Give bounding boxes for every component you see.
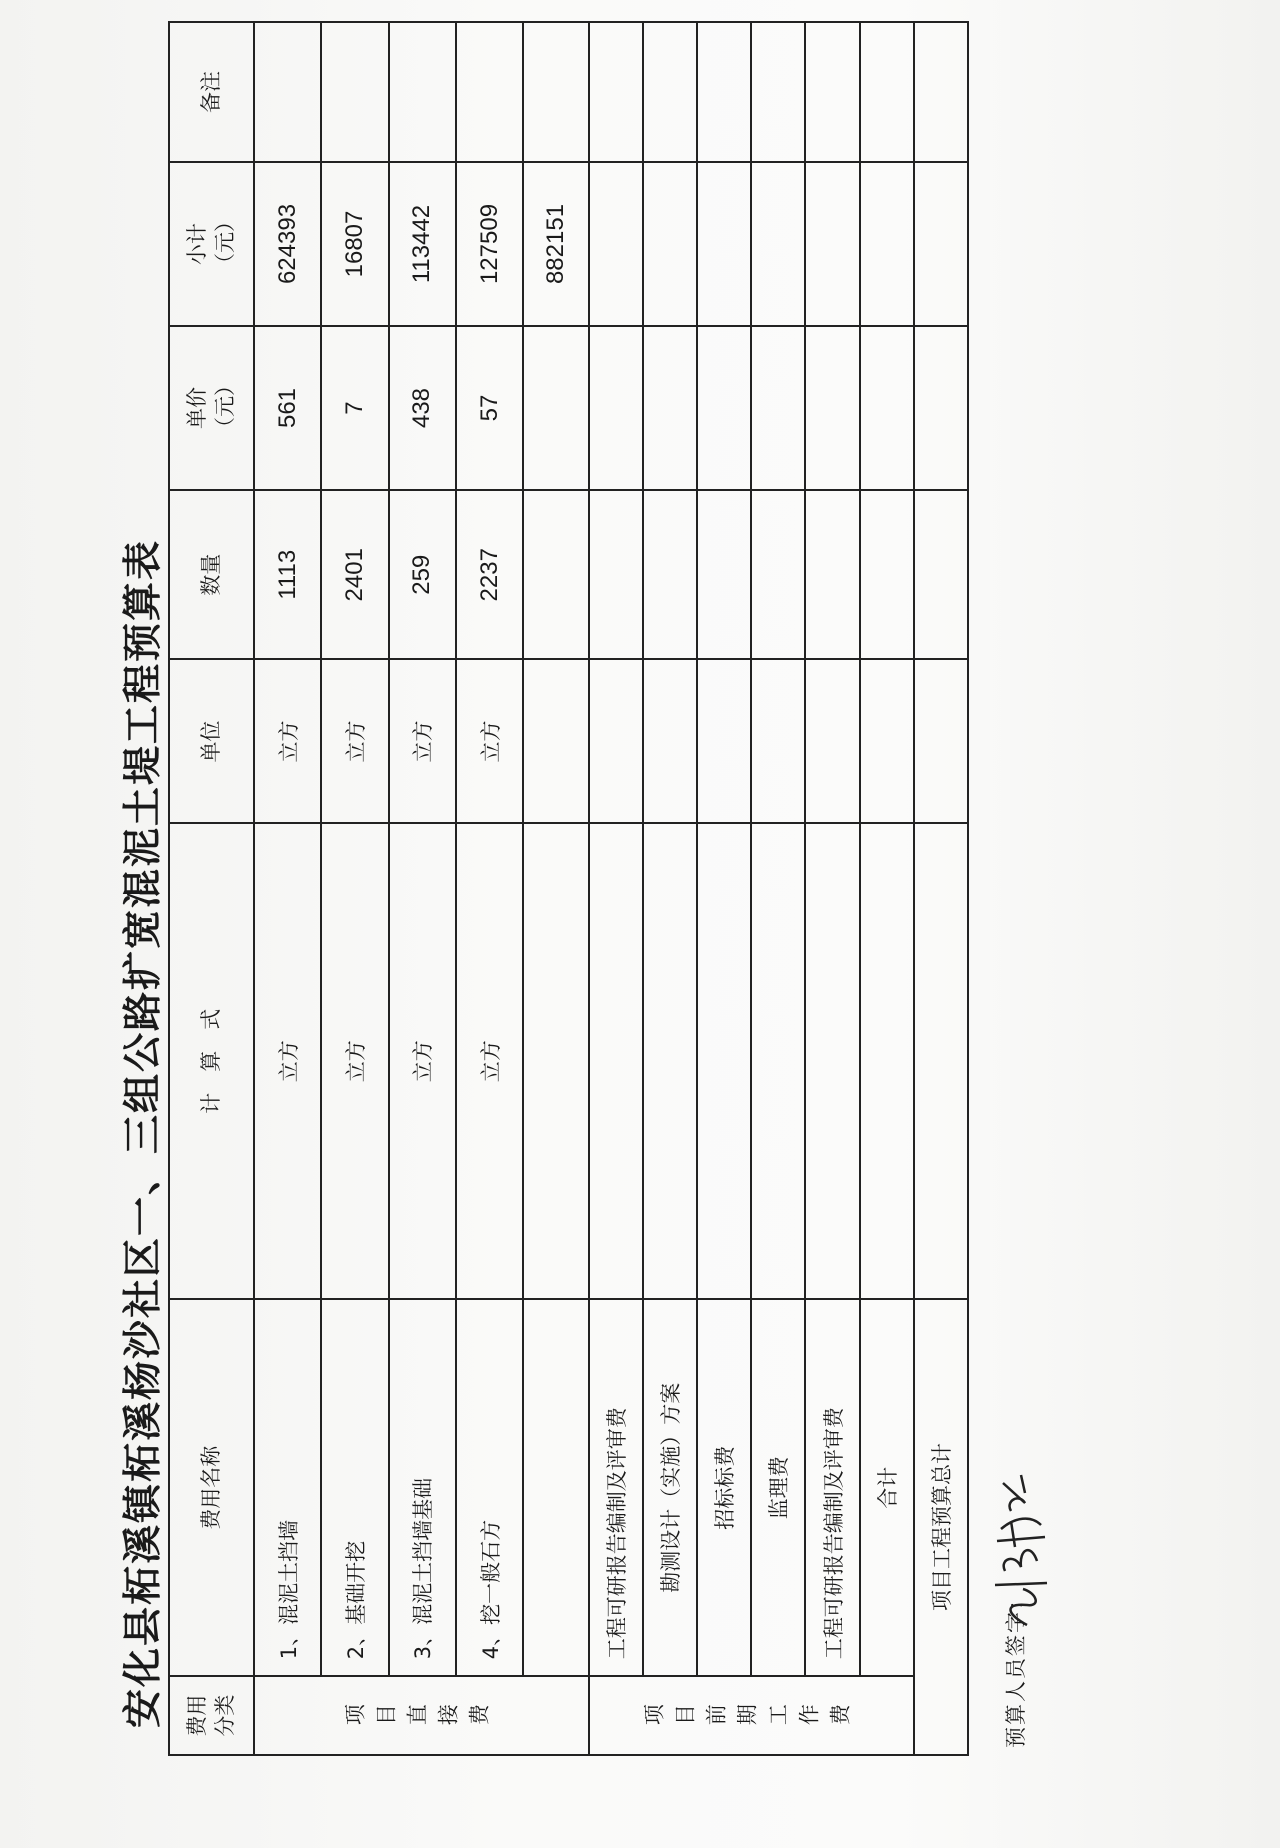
item-unit-price: 7 bbox=[321, 326, 388, 490]
grand-total-row bbox=[914, 22, 968, 1755]
table-row bbox=[805, 22, 859, 1755]
document-title: 安化县柘溪镇柘溪杨沙社区一、三组公路扩宽混泥土堤工程预算表 bbox=[120, 538, 166, 1728]
header-category: 费用分类 bbox=[169, 1676, 254, 1755]
header-unit-price: 单价（元） bbox=[169, 326, 254, 490]
table-row bbox=[321, 22, 388, 1755]
table-row bbox=[456, 22, 523, 1755]
table-row bbox=[751, 22, 805, 1755]
header-unit: 单位 bbox=[169, 659, 254, 823]
item-formula: 立方 bbox=[389, 823, 456, 1299]
table-row bbox=[523, 22, 588, 1755]
item-remark bbox=[523, 22, 588, 162]
item-name: 监理费 bbox=[751, 1299, 805, 1676]
table-row bbox=[697, 22, 751, 1755]
item-formula: 立方 bbox=[254, 823, 321, 1299]
signature-label: 预算人员签字： bbox=[1004, 1587, 1028, 1748]
item-formula: 立方 bbox=[321, 823, 388, 1299]
item-unit: 立方 bbox=[389, 659, 456, 823]
category-preliminary-cost: 项目前期工作费 bbox=[589, 1676, 914, 1755]
table-row bbox=[589, 22, 643, 1755]
item-subtotal: 113442 bbox=[389, 162, 456, 326]
item-unit: 立方 bbox=[321, 659, 388, 823]
item-quantity: 1113 bbox=[254, 490, 321, 659]
item-subtotal: 624393 bbox=[254, 162, 321, 326]
item-quantity bbox=[523, 490, 588, 659]
item-unit: 立方 bbox=[456, 659, 523, 823]
item-name: 1、混泥土挡墙 bbox=[254, 1299, 321, 1676]
table-row bbox=[254, 22, 321, 1755]
item-remark bbox=[254, 22, 321, 162]
item-unit-price bbox=[523, 326, 588, 490]
item-subtotal: 16807 bbox=[321, 162, 388, 326]
item-name bbox=[523, 1299, 588, 1676]
item-quantity: 259 bbox=[389, 490, 456, 659]
item-remark bbox=[456, 22, 523, 162]
grand-total-label: 项目工程预算总计 bbox=[914, 1299, 968, 1755]
budget-table bbox=[168, 21, 969, 1756]
table-row bbox=[643, 22, 697, 1755]
header-row bbox=[169, 22, 254, 1755]
item-unit: 立方 bbox=[254, 659, 321, 823]
table-row bbox=[389, 22, 456, 1755]
item-name: 3、混泥土挡墙基础 bbox=[389, 1299, 456, 1676]
item-name: 4、挖一般石方 bbox=[456, 1299, 523, 1676]
item-subtotal: 127509 bbox=[456, 162, 523, 326]
item-unit-price: 57 bbox=[456, 326, 523, 490]
header-formula: 计 算 式 bbox=[169, 823, 254, 1299]
direct-cost-subtotal: 882151 bbox=[523, 162, 588, 326]
item-remark bbox=[389, 22, 456, 162]
item-name: 招标标费 bbox=[697, 1299, 751, 1676]
item-quantity: 2401 bbox=[321, 490, 388, 659]
item-name: 2、基础开挖 bbox=[321, 1299, 388, 1676]
item-name: 勘测设计（实施）方案 bbox=[643, 1299, 697, 1676]
preliminary-total-label: 合计 bbox=[860, 1299, 914, 1676]
header-name: 费用名称 bbox=[169, 1299, 254, 1676]
item-formula: 立方 bbox=[456, 823, 523, 1299]
item-remark bbox=[321, 22, 388, 162]
header-subtotal: 小计（元） bbox=[169, 162, 254, 326]
category-direct-cost: 项目直接费 bbox=[254, 1676, 589, 1755]
item-unit-price: 561 bbox=[254, 326, 321, 490]
header-quantity: 数量 bbox=[169, 490, 254, 659]
item-unit bbox=[523, 659, 588, 823]
handwritten-signature bbox=[975, 1453, 1055, 1633]
item-quantity: 2237 bbox=[456, 490, 523, 659]
header-remark: 备注 bbox=[169, 22, 254, 162]
item-unit-price: 438 bbox=[389, 326, 456, 490]
item-formula bbox=[523, 823, 588, 1299]
item-name: 工程可研报告编制及评审费 bbox=[805, 1299, 859, 1676]
table-row bbox=[860, 22, 914, 1755]
item-name: 工程可研报告编制及评审费 bbox=[589, 1299, 643, 1676]
